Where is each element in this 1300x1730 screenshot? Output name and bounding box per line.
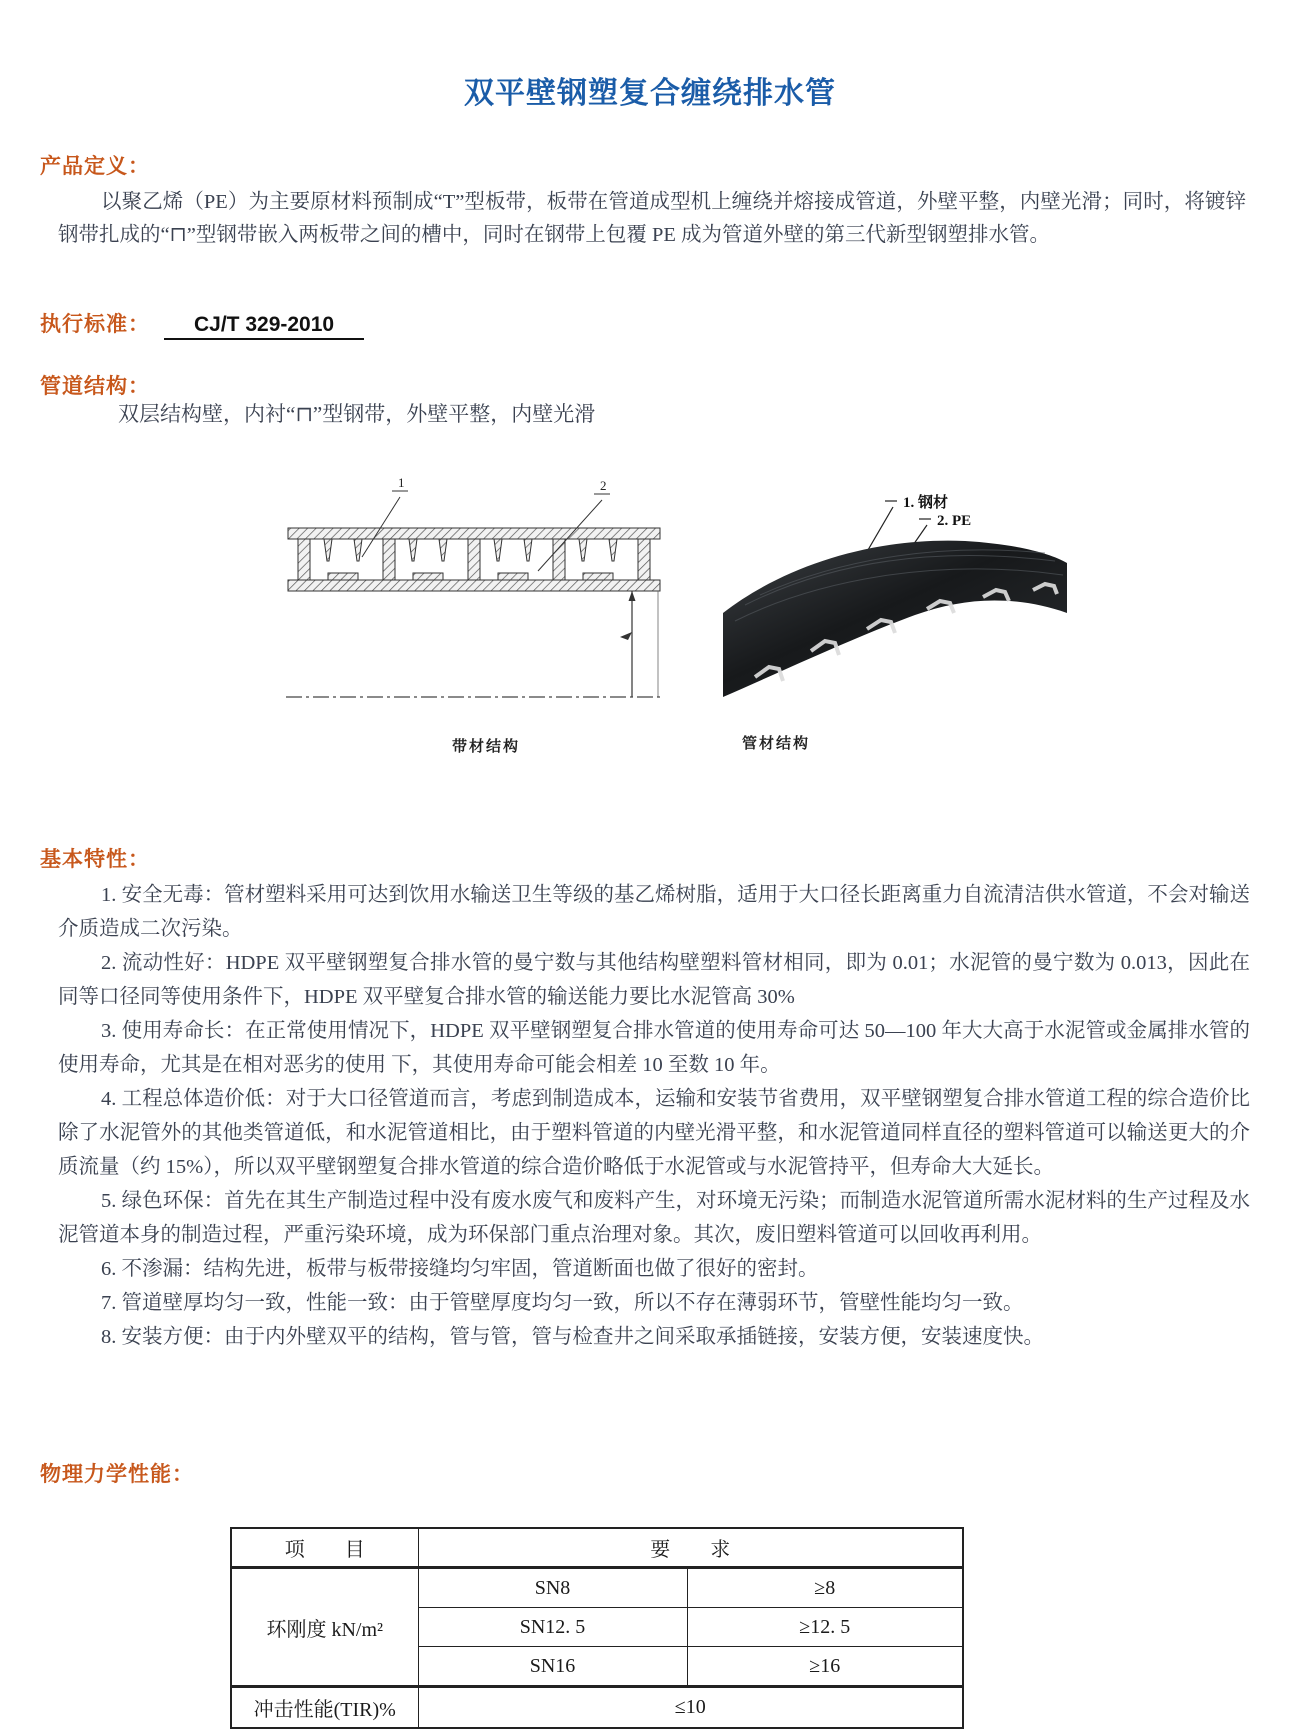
- pipe-label-pe: 2. PE: [937, 513, 972, 529]
- section-heading-physical: 物理力学性能：: [40, 1463, 194, 1486]
- strip-figure-caption: 带材结构: [452, 739, 521, 755]
- physical-properties-table: [230, 1527, 964, 1729]
- strip-callout-1: 1: [398, 475, 405, 490]
- pipe-structure-photo: [715, 445, 1075, 720]
- pipe-figure-caption: 管材结构: [742, 736, 811, 752]
- feature-item: 7. 管道壁厚均匀一致，性能一致：由于管壁厚度均匀一致，所以不存在薄弱环节，管壁性能均匀一致。: [101, 1292, 1024, 1314]
- feature-item: 2. 流动性好：HDPE 双平壁钢塑复合排水管的曼宁数与其他结构壁塑料管材相同，即为 0.01；水泥管的曼宁数为 0.013，因此在同等口径同等使用条件下，HDPE 双平壁复合排水管的输送能力要比水泥管高 30%: [58, 952, 1250, 1008]
- grade-cell: SN8: [418, 1568, 687, 1608]
- standard-code: CJ/T 329-2010: [164, 313, 364, 340]
- section-heading-definition: 产品定义：: [40, 155, 150, 178]
- requirement-cell: ≥16: [687, 1647, 963, 1687]
- feature-item: 6. 不渗漏：结构先进，板带与板带接缝均匀牢固，管道断面也做了很好的密封。: [101, 1258, 819, 1280]
- pipe-label-steel: 1. 钢材: [903, 495, 949, 511]
- strip-structure-diagram: [280, 445, 685, 720]
- feature-item: 3. 使用寿命长：在正常使用情况下，HDPE 双平壁钢塑复合排水管道的使用寿命可达 50—100 年大大高于水泥管或金属排水管的使用寿命，尤其是在相对恶劣的使用 下，其使用寿命可能会相差 10 至数 10 年。: [58, 1020, 1250, 1076]
- grade-cell: SN16: [418, 1647, 687, 1687]
- table-header-row: [231, 1528, 963, 1568]
- structure-description: 双层结构壁，内衬“⊓”型钢带，外壁平整，内壁光滑: [118, 402, 596, 426]
- pipe-band: [723, 541, 1067, 697]
- feature-item: 8. 安装方便：由于内外壁双平的结构，管与管，管与检查井之间采取承插链接，安装方便，安装速度快。: [101, 1326, 1045, 1348]
- definition-paragraph: 以聚乙烯（PE）为主要原材料预制成“T”型板带，板带在管道成型机上缠绕并熔接成管道，外壁平整，内壁光滑；同时，将镀锌钢带扎成的“⊓”型钢带嵌入两板带之间的槽中，同时在钢带上包覆 PE 成为管道外壁的第三代新型钢塑排水管。: [58, 191, 1246, 246]
- table-header-item: 项 目: [231, 1528, 418, 1568]
- strip-callout-2: 2: [600, 478, 607, 493]
- impact-label: 冲击性能(TIR)%: [231, 1687, 418, 1729]
- figure-area: [0, 440, 1300, 770]
- section-heading-standard: 执行标准：: [40, 313, 150, 336]
- features-list: [58, 878, 1250, 1354]
- ring-stiffness-label: 环刚度 kN/m²: [231, 1568, 418, 1687]
- page-title: 双平壁钢塑复合缠绕排水管: [464, 77, 836, 110]
- grade-cell: SN12. 5: [418, 1608, 687, 1647]
- requirement-cell: ≥12. 5: [687, 1608, 963, 1647]
- feature-item: 5. 绿色环保：首先在其生产制造过程中没有废水废气和废料产生，对环境无污染；而制造水泥管道所需水泥材料的生产过程及水泥管道本身的制造过程，严重污染环境，成为环保部门重点治理对象。其次，废旧塑料管道可以回收再利用。: [58, 1190, 1250, 1246]
- feature-item: 1. 安全无毒：管材塑料采用可达到饮用水输送卫生等级的基乙烯树脂，适用于大口径长距离重力自流清洁供水管道，不会对输送介质造成二次污染。: [58, 884, 1250, 940]
- section-heading-structure: 管道结构：: [40, 375, 150, 398]
- section-heading-features: 基本特性：: [40, 848, 150, 871]
- feature-item: 4. 工程总体造价低：对于大口径管道而言，考虑到制造成本，运输和安装节省费用，双平壁钢塑复合排水管道工程的综合造价比除了水泥管外的其他类管道低，和水泥管道相比，由于塑料管道的内壁光滑平整，和水泥管道同样直径的塑料管道可以输送更大的介质流量（约 15%），所以双平壁钢塑复合排水管道的综合造价略低于水泥管或与水泥管持平，但寿命大大延长。: [58, 1088, 1250, 1178]
- table-header-requirement: 要 求: [418, 1528, 963, 1568]
- requirement-cell: ≥8: [687, 1568, 963, 1608]
- impact-requirement: ≤10: [418, 1687, 963, 1729]
- table-row-impact: [231, 1687, 963, 1729]
- standard-line: [40, 308, 364, 338]
- table-row: [231, 1568, 963, 1608]
